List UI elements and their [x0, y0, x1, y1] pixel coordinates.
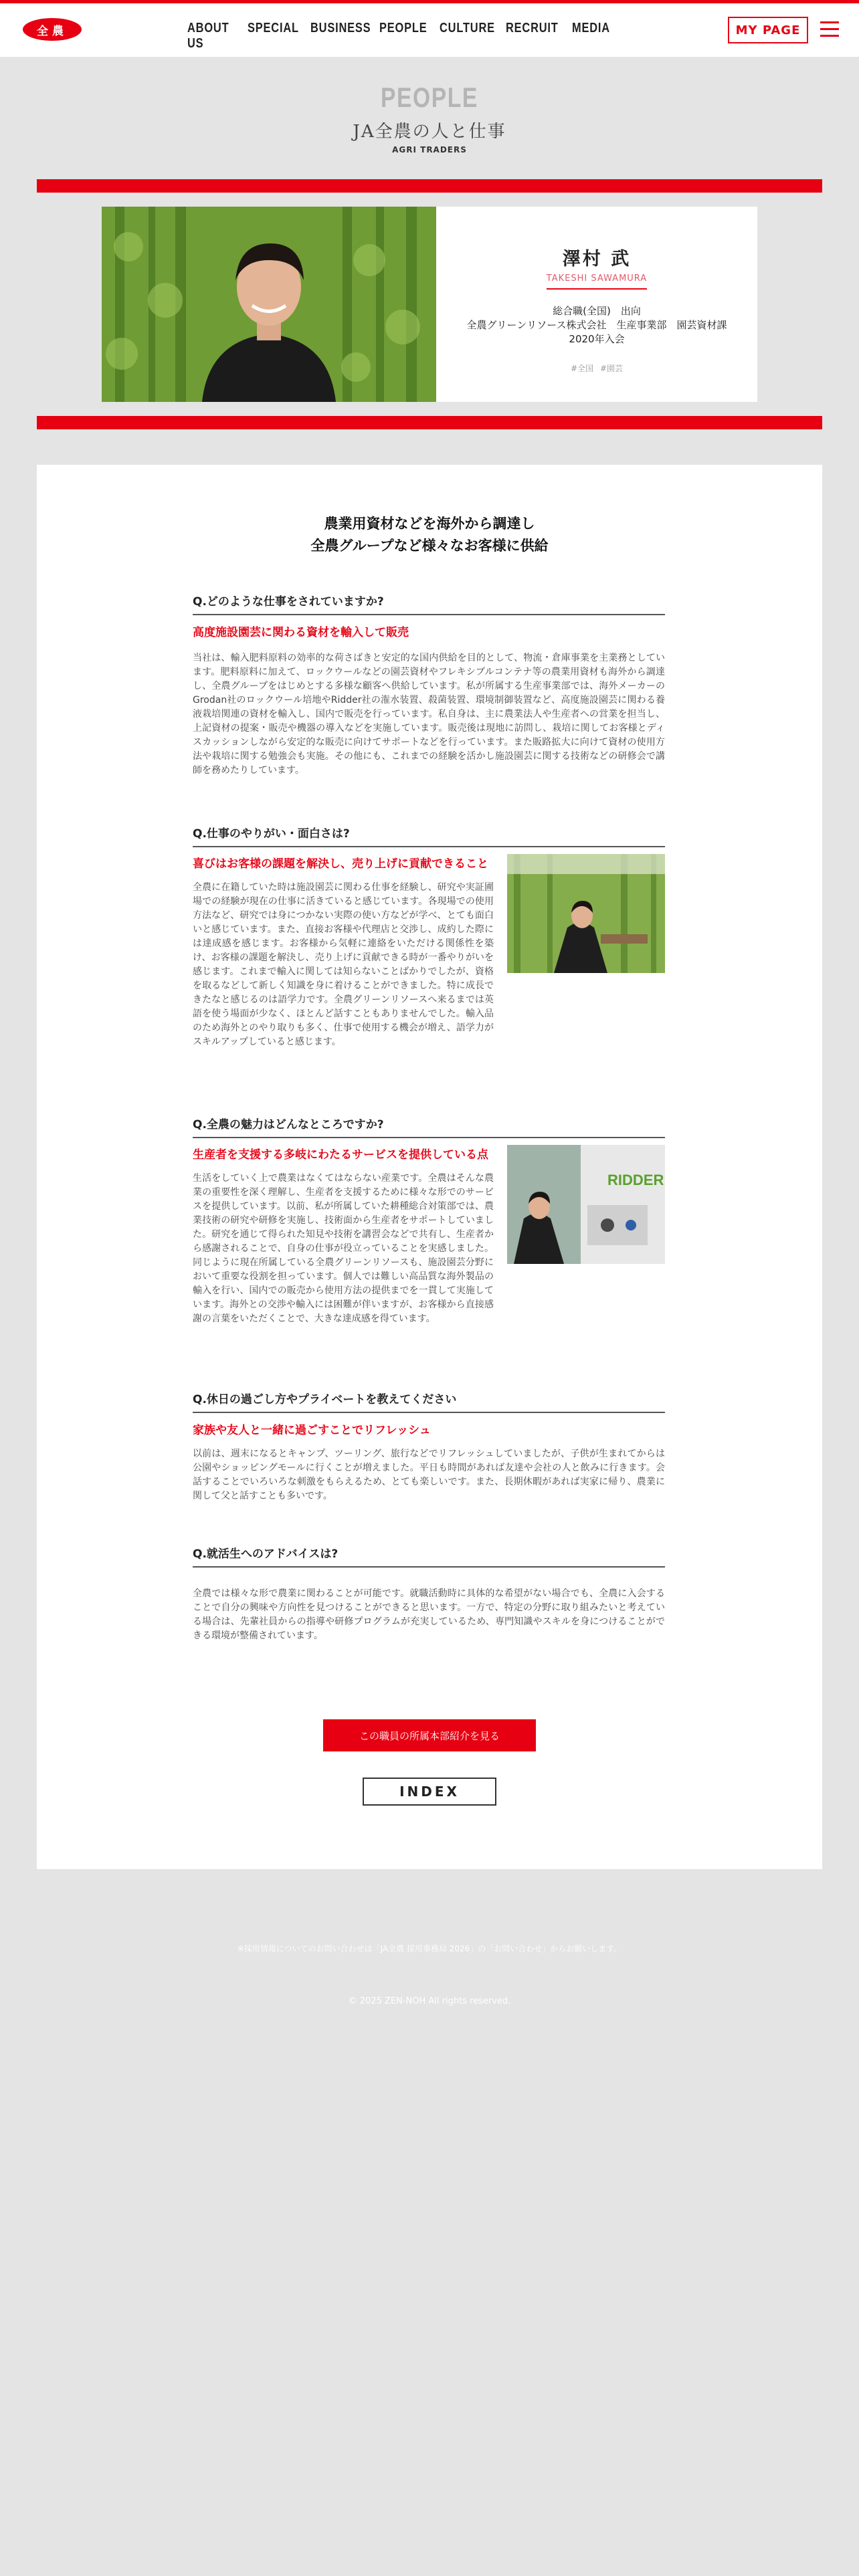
profile-card	[436, 207, 757, 402]
person-photo	[102, 207, 436, 402]
page-title: PEOPLE	[381, 82, 478, 113]
nav-about-us[interactable]: ABOUT US	[187, 21, 229, 51]
interview-content	[37, 465, 822, 1869]
mypage-button[interactable]: MY PAGE	[728, 17, 808, 43]
greenhouse-work-photo	[507, 854, 665, 973]
tag-zenkoku[interactable]: #全国	[570, 364, 593, 373]
info-line-3: 2020年入会	[569, 333, 625, 345]
answer-3: 生産者を支援する多岐にわたるサービスを提供している点	[193, 1148, 488, 1162]
nav-recruit[interactable]: RECRUIT	[506, 21, 559, 35]
answer-4: 家族や友人と一緒に過ごすことでリフレッシュ	[193, 1424, 431, 1437]
body-3: 生活をしていく上で農業はなくてはならない産業です。全農はそんな農業の重要性を深く理解し、生産者を支援するために様々な形でのサービスを提供しています。以前、私が所属していた耕種総合対策部では、農業技術の研究や研修を実施し、技術面から生産者をサポートしていました。研究を通じて得られた知見や技術を講習会などで共有し、生産者から感謝されることで、自身の仕事が役立っていることを実感しました。同じように現在所属している全農グリーンリソースも、施設園芸分野において重要な役割を担っています。個人では難しい高品質な海外製品の輸入を行い、国内での販売から使用方法の提供までを一貫して実施しています。海外との交渉や輸入には困難が伴いますが、お客様から直接感謝の言葉をいただくことで、大きな達成感を得ています。	[193, 1173, 494, 1324]
footer-note: ※採用情報についてのお問い合わせは「JA全農 採用事務局 2026」の「お問い合わせ」からお願いします。	[237, 1944, 622, 1953]
info-line-2: 全農グリーンリソース株式会社 生産事業部 園芸資材課	[466, 319, 727, 331]
lead-line-2: 全農グループなど様々なお客様に供給	[310, 538, 549, 554]
body-5: 全農では様々な形で農業に関わることが可能です。就職活動時に具体的な希望がない場合でも、全農に入会することで自分の興味や方向性を見つけることができると思います。一方で、特定の分野に取り組みたいと考えている場合は、先輩社員からの指導や研修プログラムが充実しているため、専門知識やスキルを身につけることができる環境が整備されています。	[193, 1588, 665, 1641]
lead-heading	[37, 513, 822, 557]
page-category: AGRI TRADERS	[392, 145, 467, 154]
person-name: 澤村 武	[562, 249, 632, 270]
global-nav	[187, 21, 619, 51]
question-1: Q.どのような仕事をされていますか?	[193, 592, 665, 615]
question-4: Q.休日の過ごし方やプライベートを教えてください	[193, 1390, 665, 1413]
svg-text:RIDDER: RIDDER	[607, 1172, 664, 1188]
body-4: 以前は、週末になるとキャンプ、ツーリング、旅行などでリフレッシュしていましたが、子供が生まれてからは公園やショッピングモールに行くことが増えました。平日も時間があれば友達や会社の人と飲みに行きます。会話することでいろいろな刺激をもらえるため、とても楽しいです。また、長期休暇があれば実家に帰り、農業に関して父と話すことも多いです。	[193, 1448, 665, 1501]
red-band-top	[37, 179, 822, 193]
info-line-1: 総合職(全国) 出向	[553, 305, 641, 317]
body-2: 全農に在籍していた時は施設園芸に関わる仕事を経験し、研究や実証圃場での経験が現在の仕事に活きていると感じています。各現場での使用方法など、研究では身につかない実際の使い方などが学べ、とても面白いと感じています。また、直接お客様や代理店と交渉し、成約した際には達成感を感じます。お客様から気軽に連絡をいただける関係性を築け、お客様の課題を解決し、売り上げに貢献できる時が一番やりがいを感じます。これまで輸入に関しては知らないことばかりでしたが、資格を取るなどして新しく知識を身に着けることができました。特に成長できたなと感じるのは語学力です。全農グリーンリソースへ来るまでは英語を使う場面が少なく、ほとんど話すこともありませんでした。輸入品のため海外とのやり取りも多く、仕事で使用する機会が増え、語学力がスキルアップしていると感じます。	[193, 882, 494, 1047]
person-info	[436, 304, 757, 346]
question-2: Q.仕事のやりがい・面白さは?	[193, 824, 665, 847]
name-underline	[547, 288, 647, 290]
zennoh-logo[interactable]: 全農	[23, 18, 82, 41]
affiliate-intro-button[interactable]: この職員の所属本部紹介を見る	[323, 1719, 536, 1751]
footer-copyright: © 2025 ZEN-NOH All rights reserved.	[348, 1996, 511, 2006]
nav-special[interactable]: SPECIAL	[248, 21, 299, 35]
tag-engei[interactable]: #園芸	[600, 364, 624, 373]
hamburger-menu-icon[interactable]	[820, 21, 839, 37]
question-3: Q.全農の魅力はどんなところですか?	[193, 1115, 665, 1138]
red-band-bottom	[37, 416, 822, 429]
lead-line-1: 農業用資材などを海外から調達し	[324, 516, 535, 532]
page-subtitle: JA全農の人と仕事	[353, 122, 506, 142]
person-name-romaji: TAKESHI SAWAMURA	[546, 274, 648, 284]
ridder-machine-photo	[507, 1145, 665, 1264]
site-header	[0, 3, 859, 57]
nav-culture[interactable]: CULTURE	[440, 21, 495, 35]
question-5: Q.就活生へのアドバイスは?	[193, 1544, 665, 1568]
nav-business[interactable]: BUSINESS	[310, 21, 371, 35]
nav-media[interactable]: MEDIA	[572, 21, 610, 35]
answer-2: 喜びはお客様の課題を解決し、売り上げに貢献できること	[193, 857, 488, 871]
person-tags	[436, 362, 757, 374]
index-button[interactable]: INDEX	[363, 1778, 496, 1806]
answer-1: 高度施設園芸に関わる資材を輸入して販売	[193, 626, 409, 639]
body-1: 当社は、輸入肥料原料の効率的な荷さばきと安定的な国内供給を目的として、物流・倉庫事業を主業務としています。肥料原料に加えて、ロックウールなどの園芸資材やフレキシブルコンテナ等の農業用資材も海外から調達し、全農グループをはじめとする多様な顧客へ供給しています。私が所属する生産事業部では、海外メーカーのGrodan社のロックウール培地やRidder社の潅水装置、殺菌装置、環境制御装置など、高度施設園芸に関わる養液栽培関連の資材を輸入し、国内で販売を行っています。私自身は、主に農業法人や生産者への営業を担当し、上記資材の提案・販売や機器の導入などを実施しています。販売後は現地に訪問し、栽培に関してお客様とディスカッションしながら安定的な販売に向けてサポートなどを行っています。また販路拡大に向けて資材の使用方法や栽培に関する勉強会も実施。その他にも、これまでの経験を活かし施設園芸に関する技術などの研修会で講師を務めたりしています。	[193, 653, 665, 776]
nav-people[interactable]: PEOPLE	[379, 21, 427, 35]
